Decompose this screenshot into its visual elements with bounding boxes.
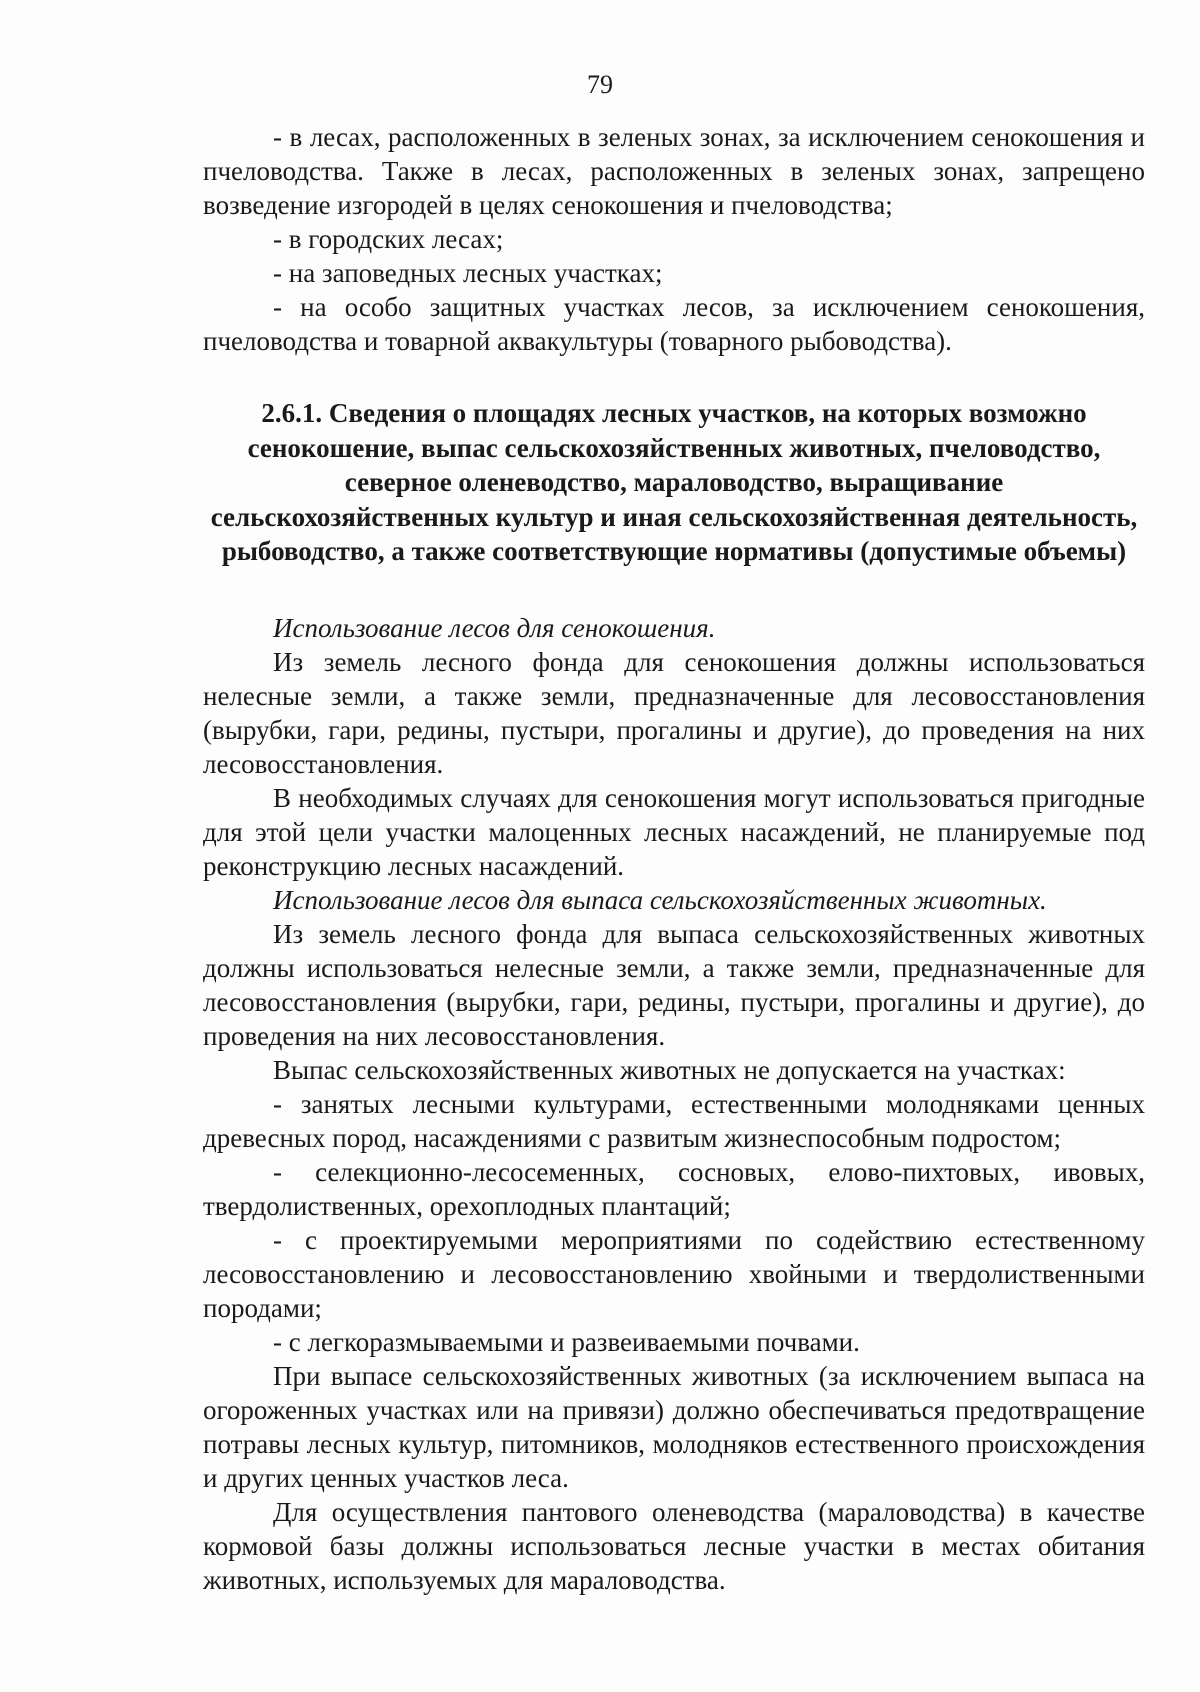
paragraph-maral-breeding: Для осуществления пантового оленеводства (мараловодства) в качестве кормовой базы должны использоваться лесные участки в местах обитания животных, используемых для мараловодства. [203, 1496, 1145, 1595]
section-heading: 2.6.1. Сведения о площадях лесных участков, на которых возможно сенокошение, выпас сельскохозяйственных животных, пчеловодство, северное оленеводство, мараловодство, выращивание сельскохозяйственных культур и иная сельскохозяйственная деятельность, рыбоводство, а также соответствующие нормативы (допустимые объемы) [210, 398, 1138, 567]
subsection-title-hay: Использование лесов для сенокошения. [273, 612, 716, 643]
paragraph-city-forests: - в городских лесах; [273, 224, 504, 254]
paragraph-grazing-item-plantations: - селекционно-лесосеменных, сосновых, елово-пихтовых, ивовых, твердолиственных, орехоплодных плантаций; [203, 1156, 1145, 1221]
paragraph-grazing-not-allowed: Выпас сельскохозяйственных животных не допускается на участках: [273, 1054, 1066, 1085]
paragraph-grazing-item-cultures: - занятых лесными культурами, естественными молодняками ценных древесных пород, насаждениями с развитым жизнеспособным подростом; [203, 1088, 1145, 1153]
subsection-title-grazing: Использование лесов для выпаса сельскохозяйственных животных. [273, 884, 1047, 915]
page-number: 79 [587, 70, 613, 99]
paragraph-grazing-lands: Из земель лесного фонда для выпаса сельскохозяйственных животных должны использоваться нелесные земли, а также земли, предназначенные для лесовосстановления (вырубки, гари, редины, пустыри, прогалины и другие), до проведения на них лесовосстановления. [203, 918, 1145, 1051]
paragraph-reserved-plots: - на заповедных лесных участках; [273, 258, 663, 288]
paragraph-grazing-item-measures: - с проектируемыми мероприятиями по содействию естественному лесовосстановлению и лесовосстановлению хвойными и твердолиственными породами; [203, 1224, 1145, 1323]
paragraph-hay-lands: Из земель лесного фонда для сенокошения должны использоваться нелесные земли, а также земли, предназначенные для лесовосстановления (вырубки, гари, редины, пустыри, прогалины и другие), до проведения на них лесовосстановления. [203, 646, 1145, 779]
paragraph-protected-plots: - на особо защитных участках лесов, за исключением сенокошения, пчеловодства и товарной аквакультуры (товарного рыбоводства). [203, 292, 1145, 356]
document-body [203, 120, 1145, 1597]
paragraph-green-zones: - в лесах, расположенных в зеленых зонах, за исключением сенокошения и пчеловодства. Также в лесах, расположенных в зеленых зонах, запрещено возведение изгородей в целях сенокошения и пчеловодства; [203, 122, 1145, 220]
paragraph-grazing-item-soils: - с легкоразмываемыми и развеиваемыми почвами. [273, 1326, 860, 1357]
paragraph-grazing-prevention: При выпасе сельскохозяйственных животных (за исключением выпаса на огороженных участках или на привязи) должно обеспечиваться предотвращение потравы лесных культур, питомников, молодняков естественного происхождения и других ценных участков леса. [203, 1360, 1145, 1493]
paragraph-hay-low-value: В необходимых случаях для сенокошения могут использоваться пригодные для этой цели участки малоценных лесных насаждений, не планируемые под реконструкцию лесных насаждений. [203, 782, 1145, 881]
